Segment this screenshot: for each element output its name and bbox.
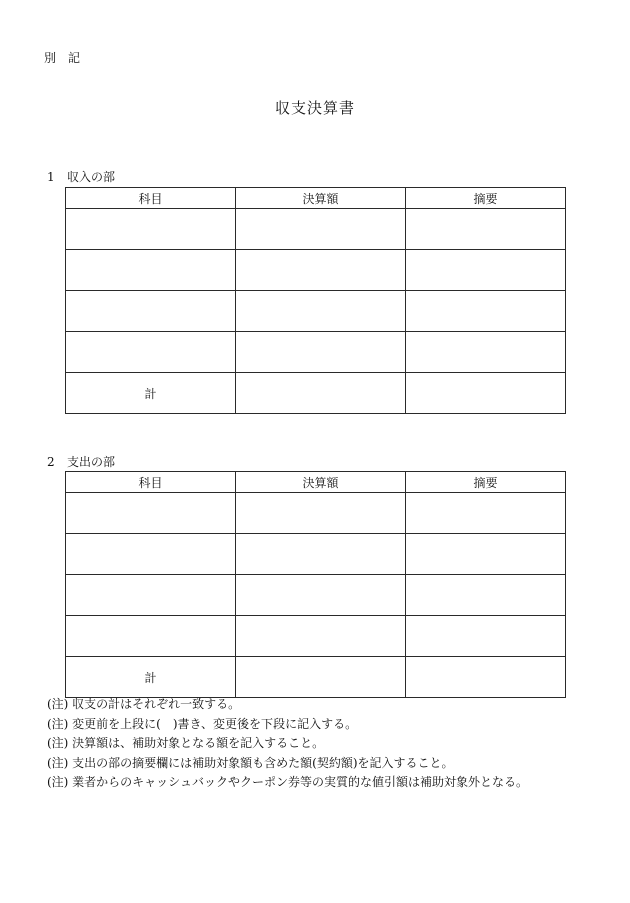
table-row (66, 575, 566, 616)
expense-section-number: 2 (47, 455, 55, 469)
income-section-number: 1 (47, 170, 55, 184)
income-section-label: 収入の部 (67, 170, 116, 184)
expense-col-item: 科目 (66, 472, 236, 493)
expense-item-cell[interactable] (66, 575, 236, 616)
table-row (66, 250, 566, 291)
expense-amount-cell[interactable] (236, 534, 406, 575)
income-item-cell[interactable] (66, 291, 236, 332)
expense-col-amount: 決算額 (236, 472, 406, 493)
income-item-cell[interactable] (66, 332, 236, 373)
expense-item-cell[interactable] (66, 493, 236, 534)
table-row (66, 332, 566, 373)
income-remarks-cell[interactable] (406, 209, 566, 250)
expense-col-remarks: 摘要 (406, 472, 566, 493)
expense-total-amount-cell[interactable] (236, 657, 406, 698)
note-item: (注) 支出の部の摘要欄には補助対象額も含めた額(契約額)を記入すること。 (47, 755, 454, 770)
income-item-cell[interactable] (66, 209, 236, 250)
expense-total-label: 計 (66, 657, 236, 698)
table-row (66, 291, 566, 332)
expense-total-row (66, 657, 566, 698)
income-col-amount: 決算額 (236, 188, 406, 209)
expense-item-cell[interactable] (66, 616, 236, 657)
income-remarks-cell[interactable] (406, 332, 566, 373)
table-row (66, 616, 566, 657)
income-col-item: 科目 (66, 188, 236, 209)
expense-remarks-cell[interactable] (406, 616, 566, 657)
expense-amount-cell[interactable] (236, 616, 406, 657)
income-col-remarks: 摘要 (406, 188, 566, 209)
note-item: (注) 変更前を上段に( )書き、変更後を下段に記入する。 (47, 716, 358, 731)
income-table (65, 187, 566, 414)
expense-section-label: 支出の部 (67, 455, 116, 469)
income-header-row (66, 188, 566, 209)
expense-header-row (66, 472, 566, 493)
income-amount-cell[interactable] (236, 209, 406, 250)
expense-remarks-cell[interactable] (406, 575, 566, 616)
income-item-cell[interactable] (66, 250, 236, 291)
table-row (66, 493, 566, 534)
note-item: (注) 収支の計はそれぞれ一致する。 (47, 697, 241, 711)
note-item: (注) 決算額は、補助対象となる額を記入すること。 (47, 736, 325, 750)
expense-section-title (47, 455, 115, 469)
document-title: 収支決算書 (274, 99, 355, 117)
income-remarks-cell[interactable] (406, 291, 566, 332)
note-item: (注) 業者からのキャッシュバックやクーポン券等の実質的な値引額は補助対象外となる。 (47, 775, 528, 789)
income-amount-cell[interactable] (236, 250, 406, 291)
income-amount-cell[interactable] (236, 291, 406, 332)
expense-amount-cell[interactable] (236, 493, 406, 534)
income-remarks-cell[interactable] (406, 250, 566, 291)
attachment-label: 別 記 (44, 51, 81, 65)
expense-item-cell[interactable] (66, 534, 236, 575)
income-total-label: 計 (66, 373, 236, 414)
income-section-title (47, 170, 115, 184)
table-row (66, 209, 566, 250)
expense-table (65, 471, 566, 698)
expense-remarks-cell[interactable] (406, 493, 566, 534)
income-total-row (66, 373, 566, 414)
income-amount-cell[interactable] (236, 332, 406, 373)
income-total-amount-cell[interactable] (236, 373, 406, 414)
income-total-remarks-cell[interactable] (406, 373, 566, 414)
expense-total-remarks-cell[interactable] (406, 657, 566, 698)
expense-amount-cell[interactable] (236, 575, 406, 616)
notes-list (47, 695, 528, 793)
table-row (66, 534, 566, 575)
expense-remarks-cell[interactable] (406, 534, 566, 575)
